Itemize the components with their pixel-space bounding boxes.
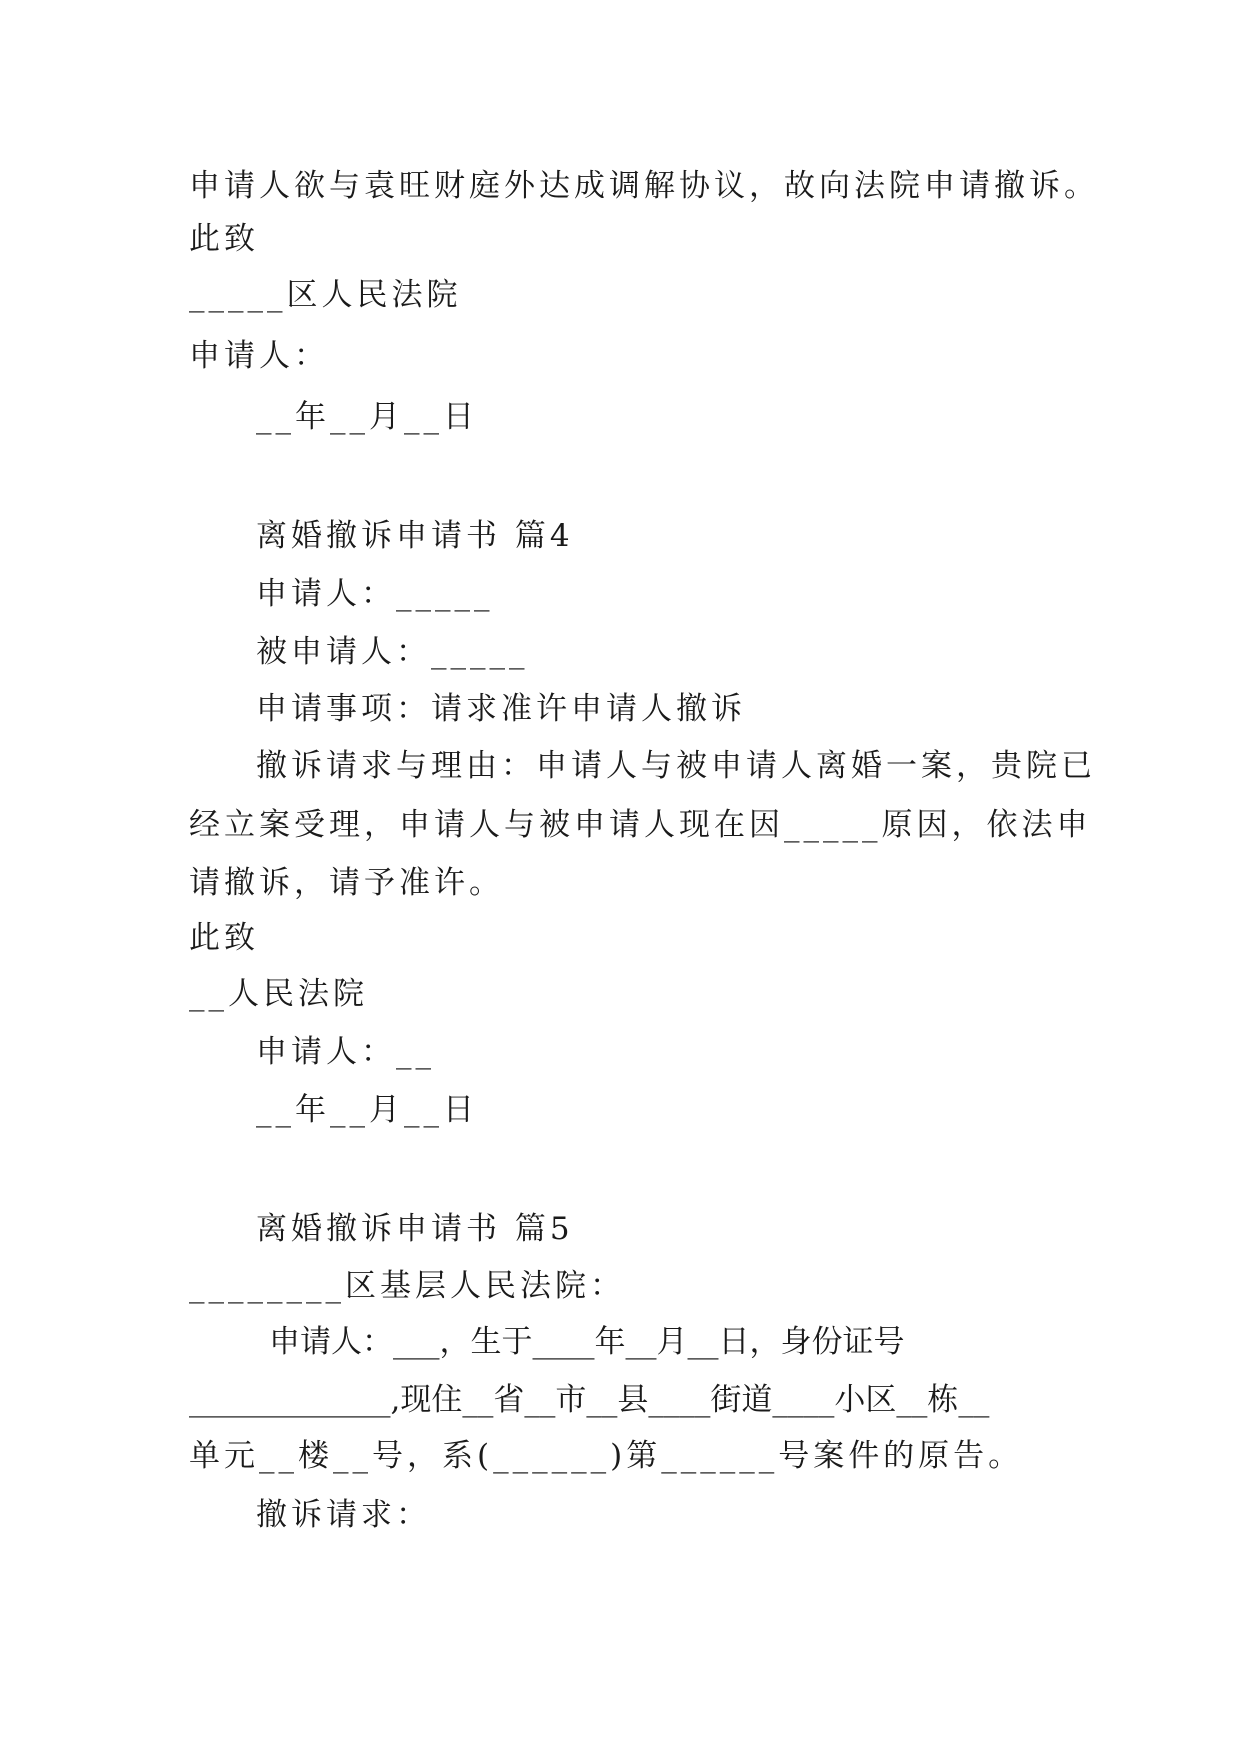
- text-line-date-4: __年__月__日: [256, 1092, 478, 1128]
- text-line-claims-5: 撤诉请求：: [256, 1497, 431, 1533]
- text-line-applicant-5: 申请人：___，生于____年__月__日，身份证号: [269, 1324, 905, 1360]
- text-line-date: __年__月__日: [256, 399, 478, 435]
- text-line-salutation: 此致: [189, 221, 259, 257]
- text-line-applicant-sign-4: 申请人：__: [256, 1034, 435, 1070]
- text-line-respondent-4: 被申请人：_____: [256, 634, 529, 670]
- text-line-reason-4b: 经立案受理，申请人与被申请人现在因_____原因，依法申: [189, 807, 1092, 843]
- section-title-5: 离婚撤诉申请书 篇5: [256, 1211, 574, 1247]
- text-line-reason-4a: 撤诉请求与理由：申请人与被申请人离婚一案，贵院已: [256, 748, 1096, 784]
- text-line-court-5: ________区基层人民法院：: [189, 1268, 625, 1304]
- text-line-closing-reason: 申请人欲与袁旺财庭外达成调解协议，故向法院申请撤诉。: [189, 168, 1099, 204]
- text-line-reason-4c: 请撤诉，请予准许。: [189, 865, 504, 901]
- text-line-applicant: 申请人：: [189, 338, 329, 374]
- text-line-applicant-4: 申请人：_____: [256, 576, 494, 612]
- text-line-case-5: 单元__楼__号，系(______)第______号案件的原告。: [189, 1438, 1024, 1474]
- text-line-salutation-4: 此致: [189, 920, 259, 956]
- text-line-matter-4: 申请事项：请求准许申请人撤诉: [256, 691, 746, 727]
- text-line-address-5: _____________,现住__省__市__县____街道____小区__栋__: [189, 1382, 990, 1418]
- text-line-court: _____区人民法院: [189, 277, 462, 313]
- section-title-4: 离婚撤诉申请书 篇4: [256, 518, 574, 554]
- text-line-court-4: __人民法院: [189, 976, 368, 1012]
